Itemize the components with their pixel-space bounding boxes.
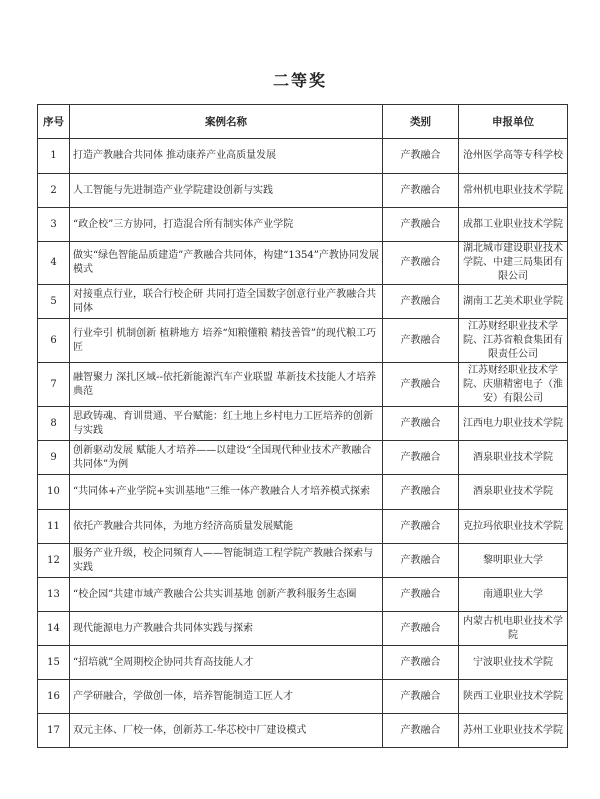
page-title: 二等奖 [272, 71, 327, 90]
category: 产教融合 [383, 407, 459, 441]
table-row [38, 208, 568, 242]
category: 产教融合 [383, 208, 459, 242]
row-number: 9 [38, 441, 70, 475]
case-name: 思政铸魂、育训贯通、平台赋能：红土地上乡村电力工匠培养的创新与实践 [70, 407, 383, 441]
case-name: 人工智能与先进制造产业学院建设创新与实践 [70, 174, 383, 208]
category: 产教融合 [383, 544, 459, 578]
reporting-unit: 湖北城市建设职业技术学院、中建三局集团有限公司 [459, 242, 568, 285]
row-number: 10 [38, 475, 70, 510]
table-row [38, 578, 568, 612]
table-row [38, 285, 568, 319]
reporting-unit: 苏州工业职业技术学院 [459, 714, 568, 748]
table-row [38, 174, 568, 208]
reporting-unit: 内蒙古机电职业技术学院 [459, 612, 568, 646]
row-number: 6 [38, 319, 70, 363]
reporting-unit: 酒泉职业技术学院 [459, 475, 568, 510]
table-row [38, 544, 568, 578]
reporting-unit: 陕西工业职业技术学院 [459, 680, 568, 714]
case-name: 行业牵引 机制创新 植耕地方 培养“知粮懂粮 精技善管”的现代粮工巧匠 [70, 319, 383, 363]
reporting-unit: 江苏财经职业技术学院、江苏省粮食集团有限责任公司 [459, 319, 568, 363]
category: 产教融合 [383, 714, 459, 748]
table-row [38, 242, 568, 285]
awards-table [37, 104, 568, 748]
row-number: 11 [38, 510, 70, 544]
category: 产教融合 [383, 680, 459, 714]
category: 产教融合 [383, 242, 459, 285]
case-name: 融智聚力 深扎区域--依托新能源汽车产业联盟 革新技术技能人才培养典范 [70, 363, 383, 407]
table-header-row [38, 105, 568, 139]
case-name: “招培就”全周期校企协同共育高技能人才 [70, 646, 383, 680]
row-number: 5 [38, 285, 70, 319]
row-number: 4 [38, 242, 70, 285]
case-name: 做实“绿色智能品质建造”产教融合共同体，构建“1354”产教协同发展模式 [70, 242, 383, 285]
reporting-unit: 江苏财经职业技术学院、庆鼎精密电子（淮安）有限公司 [459, 363, 568, 407]
category: 产教融合 [383, 441, 459, 475]
reporting-unit: 成都工业职业技术学院 [459, 208, 568, 242]
table-row [38, 319, 568, 363]
reporting-unit: 黎明职业大学 [459, 544, 568, 578]
row-number: 2 [38, 174, 70, 208]
category: 产教融合 [383, 510, 459, 544]
row-number: 15 [38, 646, 70, 680]
reporting-unit: 酒泉职业技术学院 [459, 441, 568, 475]
reporting-unit: 湖南工艺美术职业学院 [459, 285, 568, 319]
table-row [38, 139, 568, 174]
category: 产教融合 [383, 285, 459, 319]
case-name: “校企园”共建市域产教融合公共实训基地 创新产教科服务生态圈 [70, 578, 383, 612]
row-number: 13 [38, 578, 70, 612]
reporting-unit: 克拉玛依职业技术学院 [459, 510, 568, 544]
table-row [38, 475, 568, 510]
reporting-unit: 南通职业大学 [459, 578, 568, 612]
row-number: 14 [38, 612, 70, 646]
category: 产教融合 [383, 578, 459, 612]
case-name: 服务产业升级，校企同频育人——智能制造工程学院产教融合探索与实践 [70, 544, 383, 578]
category: 产教融合 [383, 646, 459, 680]
case-name: 现代能源电力产教融合共同体实践与探索 [70, 612, 383, 646]
category: 产教融合 [383, 363, 459, 407]
header-unit: 申报单位 [459, 105, 568, 139]
category: 产教融合 [383, 475, 459, 510]
row-number: 17 [38, 714, 70, 748]
header-category: 类别 [383, 105, 459, 139]
row-number: 7 [38, 363, 70, 407]
reporting-unit: 宁波职业技术学院 [459, 646, 568, 680]
table-row [38, 714, 568, 748]
table-row [38, 680, 568, 714]
table-row [38, 612, 568, 646]
row-number: 1 [38, 139, 70, 174]
case-name: “政企校”三方协同，打造混合所有制实体产业学院 [70, 208, 383, 242]
table-row [38, 363, 568, 407]
case-name: 对接重点行业，联合行校企研 共同打造全国数字创意行业产教融合共同体 [70, 285, 383, 319]
reporting-unit: 常州机电职业技术学院 [459, 174, 568, 208]
case-name: 双元主体、厂校一体，创新苏工-华芯校中厂建设模式 [70, 714, 383, 748]
case-name: 打造产教融合共同体 推动康养产业高质量发展 [70, 139, 383, 174]
row-number: 16 [38, 680, 70, 714]
row-number: 12 [38, 544, 70, 578]
row-number: 8 [38, 407, 70, 441]
table-row [38, 510, 568, 544]
case-name: “共同体+产业学院+实训基地”三维一体产教融合人才培养模式探索 [70, 475, 383, 510]
header-name: 案例名称 [70, 105, 383, 139]
header-no: 序号 [38, 105, 70, 139]
category: 产教融合 [383, 612, 459, 646]
case-name: 创新驱动发展 赋能人才培养——以建设“全国现代种业技术产教融合共同体”为例 [70, 441, 383, 475]
reporting-unit: 沧州医学高等专科学校 [459, 139, 568, 174]
category: 产教融合 [383, 319, 459, 363]
table-row [38, 441, 568, 475]
table-row [38, 407, 568, 441]
case-name: 产学研融合，学做创一体，培养智能制造工匠人才 [70, 680, 383, 714]
table-row [38, 646, 568, 680]
row-number: 3 [38, 208, 70, 242]
category: 产教融合 [383, 139, 459, 174]
category: 产教融合 [383, 174, 459, 208]
reporting-unit: 江西电力职业技术学院 [459, 407, 568, 441]
case-name: 依托产教融合共同体，为地方经济高质量发展赋能 [70, 510, 383, 544]
